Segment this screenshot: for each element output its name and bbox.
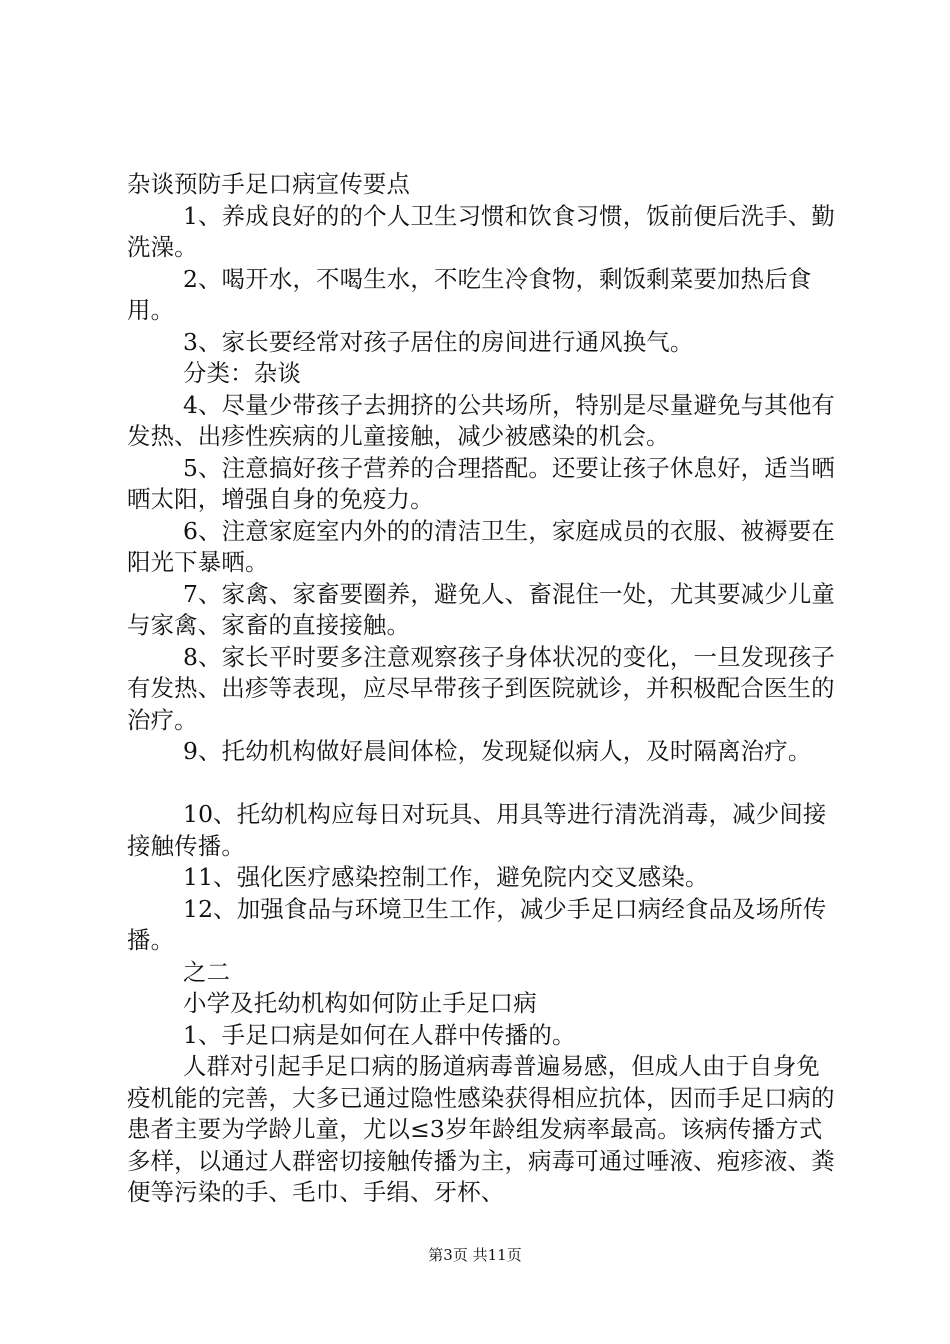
document-body <box>127 169 839 1209</box>
paragraph: 1、手足口病是如何在人群中传播的。 <box>183 1020 576 1049</box>
paragraph: 12、加强食品与环境卫生工作，减少手足口病经食品及场所传播。 <box>127 894 827 954</box>
paragraph: 2、喝开水，不喝生水，不吃生冷食物，剩饭剩菜要加热后食用。 <box>127 264 812 324</box>
section-heading: 之二 <box>183 957 231 986</box>
blank-line <box>127 768 839 800</box>
paragraph: 9、托幼机构做好晨间体检，发现疑似病人，及时隔离治疗。 <box>183 737 812 765</box>
paragraph: 3、家长要经常对孩子居住的房间进行通风换气。 <box>183 327 694 356</box>
category-line: 分类：杂谈 <box>183 359 301 387</box>
page-number-footer: 第3页 共11页 <box>428 1246 522 1264</box>
paragraph: 11、强化医疗感染控制工作，避免院内交叉感染。 <box>183 863 709 891</box>
section-heading: 小学及托幼机构如何防止手足口病 <box>183 989 537 1017</box>
paragraph: 8、家长平时要多注意观察孩子身体状况的变化，一旦发现孩子有发热、出疹等表现，应尽早带孩子到医院就诊，并积极配合医生的治疗。 <box>127 642 836 734</box>
paragraph: 10、托幼机构应每日对玩具、用具等进行清洗消毒，减少间接接触传播。 <box>127 800 827 860</box>
document-title: 杂谈预防手足口病宣传要点 <box>127 170 411 198</box>
paragraph: 人群对引起手足口病的肠道病毒普遍易感，但成人由于自身免疫机能的完善，大多已通过隐性感染获得相应抗体，因而手足口病的患者主要为学龄儿童，尤以≤3岁年龄组发病率最高。该病传播方式多样，以通过人群密切接触传播为主，病毒可通过唾液、疱疹液、粪便等污染的手、毛巾、手绢、牙杯、 <box>127 1052 835 1206</box>
paragraph: 6、注意家庭室内外的的清洁卫生，家庭成员的衣服、被褥要在阳光下暴晒。 <box>127 516 836 576</box>
paragraph: 4、尽量少带孩子去拥挤的公共场所，特别是尽量避免与其他有发热、出疹性疾病的儿童接触，减少被感染的机会。 <box>127 390 836 450</box>
paragraph: 7、家禽、家畜要圈养，避免人、畜混住一处，尤其要减少儿童与家禽、家畜的直接接触。 <box>127 579 836 639</box>
paragraph: 1、养成良好的的个人卫生习惯和饮食习惯，饭前便后洗手、勤洗澡。 <box>127 201 836 261</box>
paragraph: 5、注意搞好孩子营养的合理搭配。还要让孩子休息好，适当晒晒太阳，增强自身的免疫力。 <box>127 453 836 513</box>
